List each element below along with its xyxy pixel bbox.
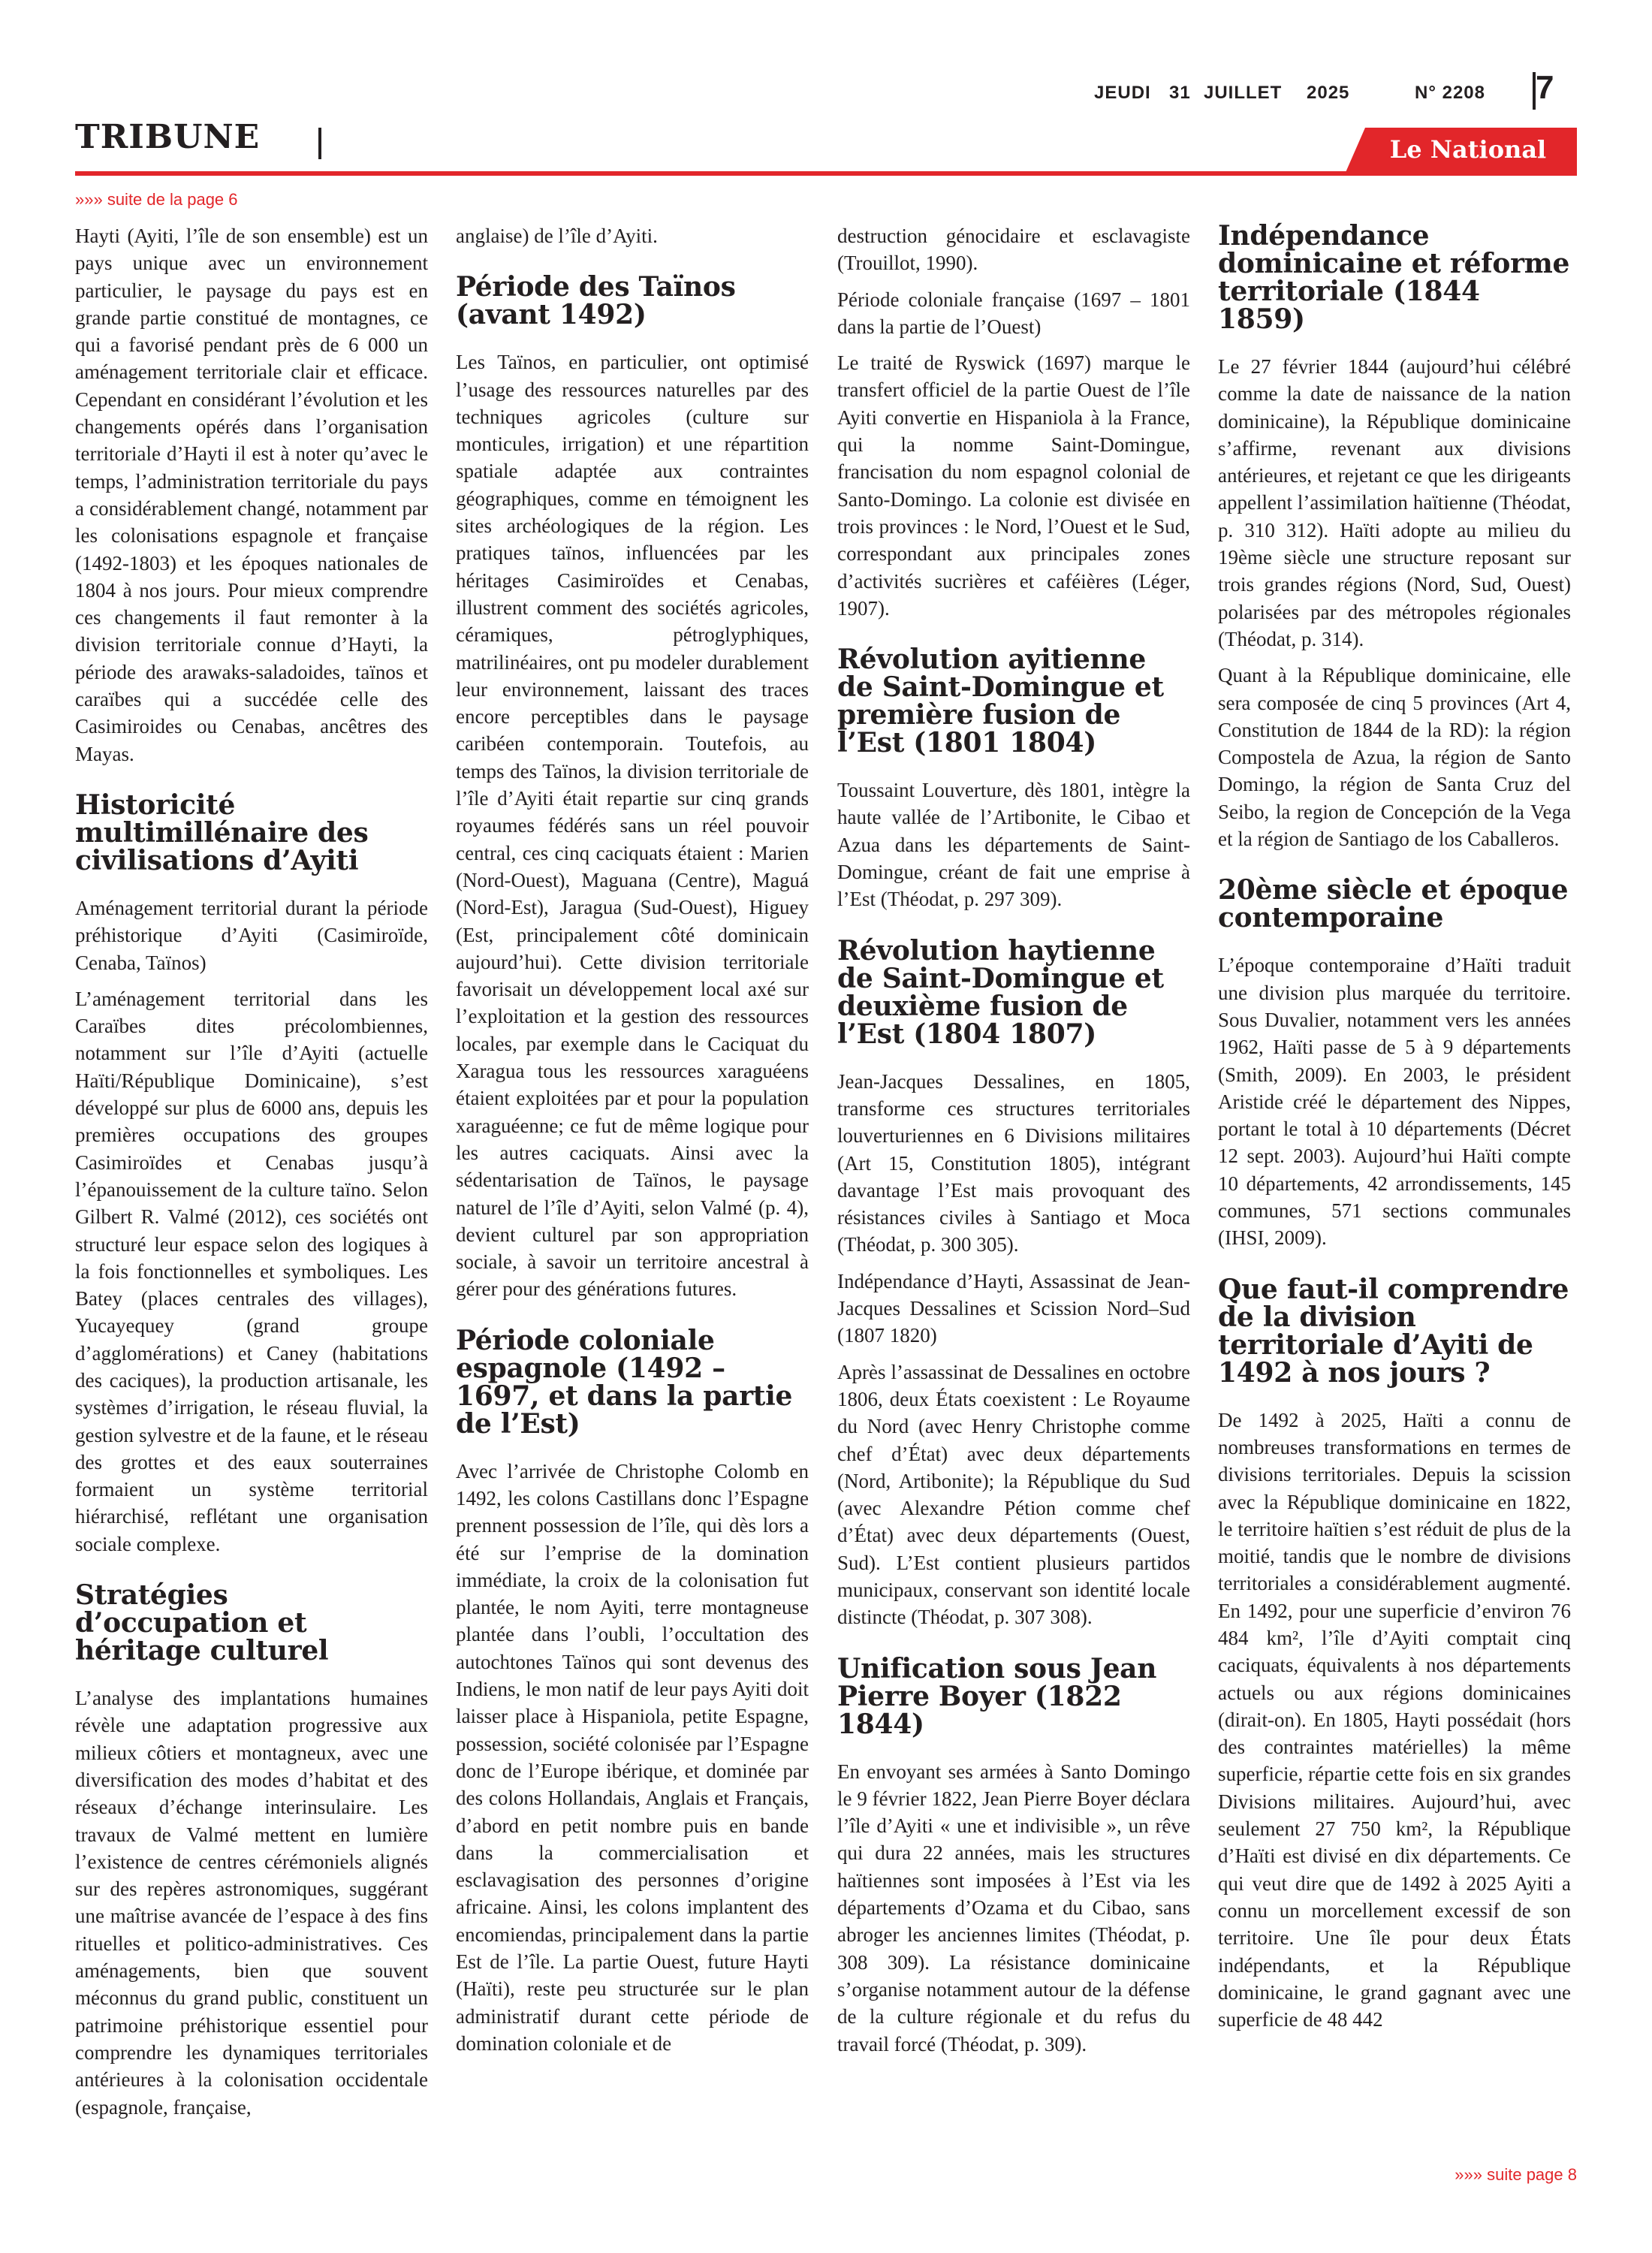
newspaper-name: Le National <box>1389 135 1547 164</box>
article-column-2 <box>456 222 809 2066</box>
paragraph: Toussaint Louverture, dès 1801, intègre la haute vallée de l’Artibonite, le Cibao et Azua dans les départements de Saint-Domingue, créant de fait une emprise à l’Est (Théodat, p. 297 309). <box>837 779 1190 911</box>
continued-to-link[interactable]: »»» suite page 8 <box>1455 2165 1577 2184</box>
paragraph: En envoyant ses armées à Santo Domingo le 9 février 1822, Jean Pierre Boyer déclara l’île d’Ayiti « une et indivisible », un rêve qui dura 22 années, mais les structures haïtiennes sont imposées à l’Est via les départements d’Ozama et du Cibao, sans abroger les anciennes limites (Théodat, p. 308 309). La résistance dominicaine s’organise notamment autour de la défense de la culture régionale et du refus du travail forcé (Théodat, p. 309). <box>837 1760 1190 2055</box>
issue-year: 2025 <box>1307 83 1350 103</box>
subheading: Unification sous Jean Pierre Boyer (1822 1844) <box>837 1652 1157 1740</box>
subheading: 20ème siècle et époque contemporaine <box>1218 874 1569 934</box>
page-number: 7 <box>1536 69 1554 106</box>
article-column-3 <box>837 222 1190 2067</box>
issue-number: N° 2208 <box>1415 83 1485 103</box>
paragraph: L’époque contemporaine d’Haïti traduit une division plus marquée du territoire. Sous Duvalier, notamment vers les années 1962, Haïti passe de 5 à 9 départements (Smith, 2009). En 2003, le président Aristide créé le département des Nippes, portant le total à 10 départements (Décret 12 sept. 2003). Aujourd’hui Haïti compte 10 départements, 42 arrondissements, 145 communes, 571 sections communales (IHSI, 2009). <box>1218 954 1571 1250</box>
paragraph: destruction génocidaire et esclavagiste (Trouillot, 1990). <box>837 225 1190 275</box>
article-column-1 <box>75 222 428 2130</box>
paragraph: Aménagement territorial durant la période préhistorique d’Ayiti (Casimiroïde, Cenaba, Taïnos) <box>75 896 428 974</box>
subheading: Stratégies d’occupation et héritage culturel <box>75 1579 329 1667</box>
subheading: Période des Taïnos (avant 1492) <box>456 271 736 331</box>
paragraph: Après l’assassinat de Dessalines en octobre 1806, deux États coexistent : Le Royaume du Nord (avec Henry Christophe comme chef d’État) avec deux départements (Nord, Artibonite); la République du Sud (avec Alexandre Pétion comme chef d’État) avec deux départements (Ouest, Sud). L’Est contient plusieurs partidos municipaux, conservant son identité locale distincte (Théodat, p. 307 308). <box>837 1360 1190 1629</box>
paragraph: De 1492 à 2025, Haïti a connu de nombreuses transformations en termes de divisions territoriales. Depuis la scission avec la République dominicaine en 1822, le territoire haïtien s’est réduit de plus de la moitié, tandis que le nombre de divisions territoriales a considérablement augmenté. En 1492, pour une superficie d’environ 76 484 km², l’île d’Ayiti comptait cinq caciquats, équivalents à nos départements actuels ou aux régions dominicaines (dirait-on). En 1805, Hayti possédait (hors des contraintes matérielles) la même superficie, répartie cette fois en six grandes Divisions militaires. Aujourd’hui, avec seulement 27 750 km², la République d’Haïti est divisé en dix départements. Ce qui veut dire que de 1492 à 2025 Ayiti a connu un morcellement excessif de son territoire. Une île pour deux États indépendants, et la République dominicaine, le grand gagnant avec une superficie de 48 442 <box>1218 1408 1571 2031</box>
paragraph: Indépendance d’Hayti, Assassinat de Jean-Jacques Dessalines et Scission Nord–Sud (1807 1820) <box>837 1269 1190 1347</box>
paragraph: Quant à la République dominicaine, elle sera composée de cinq 5 provinces (Art 4, Constitution de 1844 de la RD): la région Compostela de Azua, la région de Santo Domingo, la région de Santa Cruz del Seibo, la region de Concepción de la Vega et la région de Santiago de los Caballeros. <box>1218 664 1571 851</box>
subheading: Période coloniale espagnole (1492 – 1697, et dans la partie de l’Est) <box>456 1324 793 1440</box>
issue-day: JEUDI <box>1094 83 1151 103</box>
paragraph: L’aménagement territorial dans les Caraïbes dites précolombiennes, notamment sur l’île d’Ayiti (actuelle Haïti/République Dominicaine), s’est développé sur plus de 6000 ans, depuis les premières occupations des groupes Casimiroïdes et Cenabas jusqu’à l’épanouissement de la culture taïno. Selon Gilbert R. Valmé (2012), ces sociétés ont structuré leur espace selon des logiques à la fois fonctionnelles et symboliques. Les Batey (places centrales des villages), Yucayequey (grand groupe d’agglomérations) et Caney (habitations des caciques), la production artisanale, les systèmes d’irrigation, le réseau fluvial, la gestion sylvestre et de la faune, et le réseau des grottes et des eaux souterraines formaient un système territorial hiérarchisé, reflétant une organisation sociale complexe. <box>75 987 428 1555</box>
paragraph: anglaise) de l’île d’Ayiti. <box>456 225 658 247</box>
issue-month: JUILLET <box>1204 83 1283 103</box>
paragraph: Jean-Jacques Dessalines, en 1805, transforme ces structures territoriales louverturiennes en 6 Divisions militaires (Art 15, Constitution 1805), intégrant davantage l’Est mais provoquant des résistances civiles à Santiago et Moca (Théodat, p. 300 305). <box>837 1069 1190 1256</box>
issue-date-number: 31 <box>1169 83 1191 103</box>
paragraph: Hayti (Ayiti, l’île de son ensemble) est un pays unique avec un environnement particulier, le paysage du pays est en grande partie constitué de montagnes, ce qui a favorisé pendant près de 6 000 un aménagement territoriale clair et efficace. Cependant en considérant l’évolution et les changements opérés dans l’organisation territoriale d’Hayti il est à noter qu’avec le temps, l’administration territoriale du pays a considérablement changé, notamment par les colonisations espagnole et française (1492-1803) et les époques nationales de 1804 à nos jours. Pour mieux comprendre ces changements il faut remonter à la division territoriale connue d’Hayti, la période des arawaks-saladoides, taïnos et caraïbes qui a succédée celle des Casimiroides ou Cenabas, ancêtres des Mayas. <box>75 225 428 765</box>
subheading: Historicité multimillénaire des civilisations d’Ayiti <box>75 789 369 876</box>
paragraph: Le 27 février 1844 (aujourd’hui célébré comme la date de naissance de la nation dominicaine), la République dominicaine s’affirme, revenant aux divisions antérieures, et rejetant ce que les dirigeants appellent l’assimilation haïtienne (Théodat, p. 310 312). Haïti adopte au milieu du 19ème siècle une structure reposant sur trois grandes régions (Nord, Sud, Ouest) polarisées par des métropoles régionales (Théodat, p. 314). <box>1218 355 1571 650</box>
paragraph: Avec l’arrivée de Christophe Colomb en 1492, les colons Castillans donc l’Espagne prennent possession de l’île, qui dès lors a été sur l’emprise de la domination immédiate, la croix de la colonisation fut plantée, le nom Ayiti, terre montagneuse plantée dans l’oubli, l’occultation des autochtones Taïnos qui sont devenus des Indiens, le mon natif de leur pays Ayiti doit laisser place à Hispaniola, petite Espagne, possession, société colonisée par l’Espagne donc de l’Europe ibérique, et dominée par des colons Hollandais, Anglais et Français, d’abord en petit nombre puis en bande dans la commercialisation et esclavagisation des personnes d’origine africaine. Ainsi, les colons implantent des encomiendas, principalement dans la partie Est de l’île. La partie Ouest, future Hayti (Haïti), reste peu structurée sur le plan administratif durant cette période de domination coloniale et de <box>456 1459 809 2055</box>
paragraph: L’analyse des implantations humaines révèle une adaptation progressive aux milieux côtiers et montagneux, avec une diversification des modes d’habitat et des réseaux d’échange interinsulaire. Les travaux de Valmé mettent en lumière l’existence de centres cérémoniels alignés sur des repères astronomiques, suggérant une maîtrise avancée de l’espace à des fins rituelles et politico-administratives. Ces aménagements, bien que souvent méconnus du grand public, constituent un patrimoine préhistorique essentiel pour comprendre les dynamiques territoriales antérieures à la colonisation occidentale (espagnole, française, <box>75 1687 428 2119</box>
section-title-divider <box>318 128 321 159</box>
section-title: TRIBUNE <box>75 118 261 156</box>
paragraph: Le traité de Ryswick (1697) marque le transfert officiel de la partie Ouest de l’île Ayiti convertie en Hispaniola à la France, qui la nomme Saint-Domingue, francisation du nom espagnol colonial de Santo-Domingo. La colonie est divisée en trois provinces : le Nord, l’Ouest et le Sud, correspondant aux principales zones d’activités sucrières et caféières (Léger, 1907). <box>837 351 1190 620</box>
continued-from-link[interactable]: »»» suite de la page 6 <box>75 190 238 209</box>
subheading: Révolution haytienne de Saint-Domingue et deuxième fusion de l’Est (1804 1807) <box>837 934 1164 1050</box>
paragraph: Période coloniale française (1697 – 1801 dans la partie de l’Ouest) <box>837 288 1190 338</box>
paragraph: Les Taïnos, en particulier, ont optimisé l’usage des ressources naturelles par des techniques agricoles (culture sur monticules, irrigation) et une répartition spatiale adaptée aux contraintes géographiques, comme en témoignent les sites archéologiques de la région. Les pratiques taïnos, influencées par les héritages Casimiroïdes et Cenabas, illustrent comment des sociétés agricoles, céramiques, pétroglyphiques, matrilinéaires, ont pu modeler durablement leur environnement, laissant des traces encore perceptibles dans le paysage caribéen contemporain. Toutefois, au temps des Taïnos, la division territoriale de l’île d’Ayiti était repartie sur cinq grands royaumes fédérés sans un réel pouvoir central, ces cinq caciquats étaient : Marien (Nord-Ouest), Maguana (Centre), Maguá (Nord-Est), Jaragua (Sud-Ouest), Higuey (Est, principalement côté dominicain aujourd’hui). Cette division territoriale favorisait un développement local axé sur l’exploitation et la gestion des ressources locales, par exemple dans le Caciquat du Xaragua tous les ressources xaraguéens étaient exploitées par et pour la population xaraguéenne; ce fut de même logique pour les autres caciquats. Ainsi avec la sédentarisation de Taïnos, le paysage naturel de l’île d’Ayiti, selon Valmé (p. 4), devient culturel par son appropriation sociale, à savoir un territoire ancestral à gérer pour des générations futures. <box>456 351 809 1301</box>
subheading: Révolution ayitienne de Saint-Domingue et première fusion de l’Est (1801 1804) <box>837 644 1164 759</box>
article-column-4 <box>1218 222 1571 2042</box>
subheading: Que faut-il comprendre de la division territoriale d’Ayiti de 1492 à nos jours ? <box>1218 1273 1569 1389</box>
subheading: Indépendance dominicaine et réforme territoriale (1844 1859) <box>1218 220 1570 335</box>
